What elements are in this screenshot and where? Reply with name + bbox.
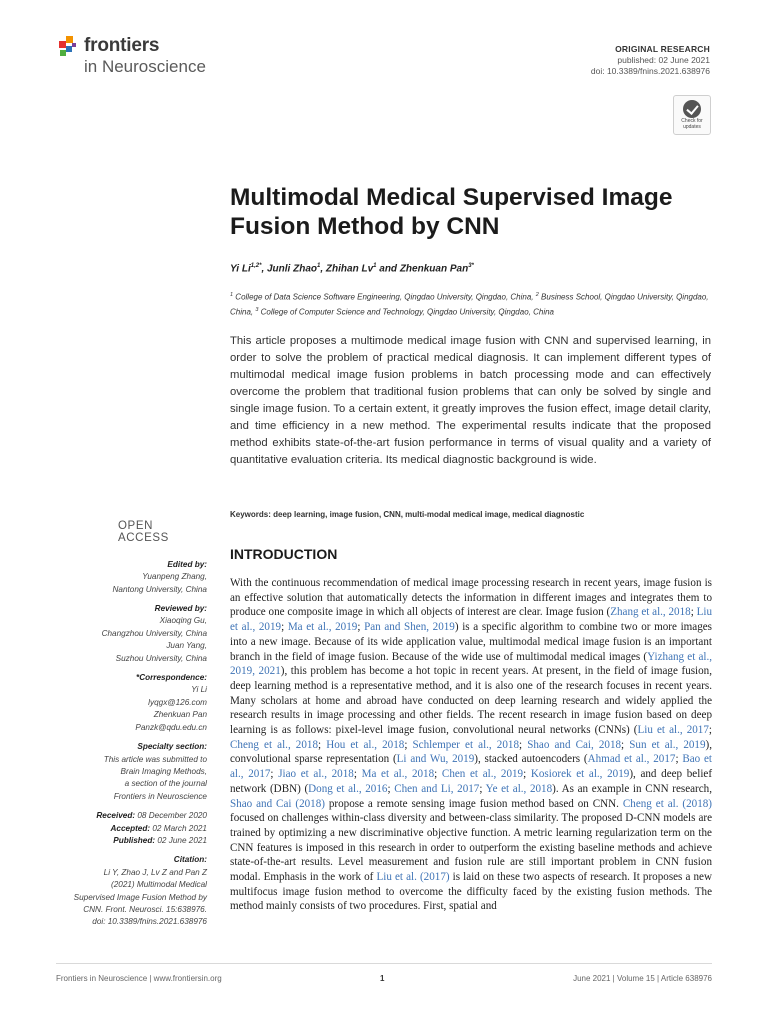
sidebar-link[interactable]: Panzk@qdu.edu.cn bbox=[135, 722, 207, 732]
keywords-text: deep learning, image fusion, CNN, multi-modal medical image, medical diagnostic bbox=[273, 510, 585, 519]
article-meta bbox=[591, 44, 710, 77]
body-text: ), and deep belief network (DBN) ( bbox=[230, 768, 713, 795]
sidebar-line: Suzhou University, China bbox=[115, 653, 207, 663]
sidebar-line: This article was submitted to bbox=[103, 754, 207, 764]
sidebar-section-heading: *Correspondence: bbox=[136, 673, 207, 683]
body-text: With the continuous recommendation of medical image processing research in recent years, image fusion is an effective solution that automatically detects the information in different images and integrates them to produce one composite image in which all objects of interest are clear. Image fusion ( bbox=[230, 577, 712, 619]
footer-issue-info: June 2021 | Volume 15 | Article 638976 bbox=[573, 974, 712, 983]
body-text: ), stacked autoencoders ( bbox=[474, 753, 588, 766]
body-text: ; bbox=[353, 768, 362, 781]
open-access-label[interactable]: OPEN ACCESS bbox=[118, 520, 169, 545]
affiliation-marker: 3 bbox=[255, 307, 259, 314]
sidebar-spacer bbox=[56, 665, 207, 672]
affiliations bbox=[230, 289, 712, 319]
logo-word-frontiers: frontiers bbox=[84, 35, 160, 56]
author-affiliation-marker: 1 bbox=[373, 263, 377, 269]
citation-link[interactable]: Jiao et al., 2018 bbox=[278, 768, 354, 781]
sidebar-section-heading: Reviewed by: bbox=[154, 604, 207, 614]
citation-link[interactable]: Ye et al., 2018 bbox=[485, 782, 553, 795]
author-separator: , bbox=[261, 263, 267, 275]
sidebar-link[interactable]: doi: 10.3389/fnins.2021.638976 bbox=[92, 917, 207, 927]
sidebar-date-label: Accepted: bbox=[110, 823, 151, 833]
citation-link[interactable]: Pan and Shen, 2019 bbox=[364, 621, 455, 634]
frontiers-logo-icon bbox=[57, 35, 81, 59]
body-text: ), convolutional sparse representation ( bbox=[230, 738, 712, 766]
checkmark-icon bbox=[683, 100, 701, 118]
affiliation-text: College of Computer Science and Technology, Qingdao University, Qingdao, China bbox=[258, 307, 554, 317]
sidebar-line: (2021) Multimodal Medical bbox=[110, 880, 207, 890]
sidebar-line: Yi Li bbox=[191, 685, 207, 695]
body-text: ; bbox=[270, 768, 279, 781]
sidebar-section-heading: Specialty section: bbox=[137, 742, 207, 752]
author-name[interactable]: Zhenkuan Pan bbox=[399, 263, 469, 275]
sidebar-line: CNN. Front. Neurosci. 15:638976. bbox=[83, 904, 207, 914]
sidebar-line: Changzhou University, China bbox=[101, 628, 207, 638]
author-name[interactable]: Junli Zhao bbox=[267, 263, 317, 275]
journal-logo[interactable] bbox=[57, 33, 257, 83]
body-text: ; bbox=[519, 738, 528, 751]
author-affiliation-marker: 1 bbox=[317, 263, 321, 269]
body-text: ; bbox=[523, 768, 531, 781]
citation-link[interactable]: Liu et al., 2019 bbox=[230, 606, 712, 634]
citation-link[interactable]: Liu et al. (2017) bbox=[376, 871, 450, 884]
sidebar-line: Yuanpeng Zhang, bbox=[142, 572, 207, 582]
sidebar-line: Nantong University, China bbox=[112, 584, 207, 594]
affiliation-marker: 1 bbox=[230, 292, 234, 298]
citation-link[interactable]: Shao and Cai (2018) bbox=[230, 797, 325, 810]
citation-link[interactable]: Ma et al., 2019 bbox=[287, 621, 358, 634]
citation-link[interactable]: Sun et al., 2019 bbox=[629, 738, 706, 751]
body-text: ; bbox=[675, 753, 683, 766]
body-text: is laid on these two aspects of research. It proposes a new multifocus image fusion method to overcome the difficulty faced by the existing fusion methods. The method mainly consists of two procedures. First, spatial and bbox=[230, 871, 712, 913]
keywords bbox=[230, 510, 711, 519]
sidebar-line: a section of the journal bbox=[124, 779, 207, 789]
body-text: ; bbox=[318, 738, 327, 751]
author-affiliation-marker: 1,2* bbox=[250, 263, 262, 269]
abstract: This article proposes a multimode medical image fusion with CNN and supervised learning, in order to solve the problem of practical medical diagnosis. It can implement different types of multimodal medical image fusion problems in batch processing mode and can effectively overcome the problem that traditional fusion problems that can only be solved by single and single image fusion. To a certain extent, it greatly improves the fusion effect, image detail clarity, and time efficiency in a new method. The experimental results indicate that the proposed method exhibits state-of-the-art fusion performance in terms of visual quality and a variety of quantitative evaluation criteria. Its medical diagnostic background is wide. bbox=[230, 335, 711, 466]
body-text: ; bbox=[621, 738, 630, 751]
section-heading-introduction: INTRODUCTION bbox=[230, 546, 338, 562]
body-text: propose a remote sensing image fusion method based on CNN. bbox=[324, 797, 623, 810]
author-name[interactable]: Yi Li bbox=[230, 263, 251, 275]
sidebar-section-heading: Edited by: bbox=[167, 559, 207, 569]
article-sidebar bbox=[56, 520, 207, 936]
sidebar-line: Zhenkuan Pan bbox=[153, 710, 207, 720]
sidebar-spacer bbox=[56, 929, 207, 936]
author-separator: , bbox=[320, 263, 326, 275]
body-text: ) is a specific algorithm to combine two or more images into a new image. Because of its wide application value, multimodal medical image fusion is an important branch in the field of image fusion. Because of the wide use of multimodal medical images ( bbox=[230, 621, 713, 663]
citation-link[interactable]: Li and Wu, 2019 bbox=[396, 753, 475, 766]
citation-link[interactable]: Cheng et al. (2018) bbox=[622, 797, 712, 810]
sidebar-spacer bbox=[56, 596, 207, 603]
body-text: ; bbox=[387, 782, 395, 795]
page-number: 1 bbox=[380, 974, 385, 983]
citation-link[interactable]: Ma et al., 2018 bbox=[361, 768, 435, 781]
citation-link[interactable]: Schlemper et al., 2018 bbox=[412, 738, 519, 751]
sidebar-line: Xiaoqing Gu, bbox=[159, 616, 207, 626]
author-list bbox=[230, 263, 710, 274]
sidebar-spacer bbox=[56, 847, 207, 854]
body-text: focused on challenges within-class diversity and between-class similarity. The proposed D-CNN models are trained by optimizing a new discriminative objective function. A metric learning regularization term on the CNN features is imposed in this research in order to outperform the existing baseline methods and achieve state-of-the-art results. Level measurement and fusion rule are still important problem in CNN fusion modal. Emphasis in the work of bbox=[230, 812, 712, 884]
sidebar-date-row bbox=[56, 823, 207, 835]
citation-link[interactable]: Cheng et al., 2018 bbox=[230, 738, 318, 751]
body-text: ; bbox=[708, 724, 712, 737]
author-name[interactable]: Zhihan Lv bbox=[325, 263, 374, 275]
body-text: ), this problem has become a hot topic in recent years. At present, in the field of image fusion, deep learning method is a representative method, and it is also one of the research focuses in recent years. Many scholars at home and abroad have conducted on deep learning research and widely applied the research results in image processing and other fields. The recent research in image fusion based on deep learning is as follows: pixel-level image fusion, convolutional neural networks (CNNs) ( bbox=[230, 665, 713, 737]
body-text: ; bbox=[281, 621, 288, 634]
citation-link[interactable]: Yizhang et al., 2019, 2021 bbox=[230, 650, 713, 678]
sidebar-date-label: Received: bbox=[96, 811, 136, 821]
sidebar-date-value: 02 March 2021 bbox=[150, 823, 207, 833]
check-for-updates-button[interactable]: Check for updates bbox=[673, 95, 711, 135]
published-date: published: 02 June 2021 bbox=[617, 55, 710, 65]
sidebar-date-row bbox=[56, 835, 207, 847]
article-type: ORIGINAL RESEARCH bbox=[615, 44, 710, 54]
affiliation-marker: 2 bbox=[535, 292, 539, 298]
body-text: ; bbox=[357, 621, 365, 634]
citation-link[interactable]: Shao and Cai, 2018 bbox=[527, 738, 622, 751]
sidebar-line: Supervised Image Fusion Method by bbox=[73, 892, 207, 902]
sidebar-line: Brain Imaging Methods, bbox=[120, 766, 207, 776]
body-text: ; bbox=[479, 782, 486, 795]
citation-link[interactable]: Kosiorek et al., 2019 bbox=[530, 768, 630, 781]
affiliation-text: Business School, Qingdao University, Qingdao, China, bbox=[230, 292, 709, 317]
citation-link[interactable]: Bao et al., 2017 bbox=[230, 753, 713, 781]
author-affiliation-marker: 3* bbox=[468, 263, 474, 269]
sidebar-date-label: Published: bbox=[113, 835, 156, 845]
body-text: ; bbox=[690, 606, 697, 619]
body-text: ; bbox=[434, 768, 442, 781]
footer-journal-link[interactable]: Frontiers in Neuroscience | www.frontiersin.org bbox=[56, 974, 222, 983]
body-text: ). As an example in CNN research, bbox=[552, 782, 712, 795]
sidebar-date-value: 08 December 2020 bbox=[135, 811, 207, 821]
citation-link[interactable]: Ahmad et al., 2017 bbox=[587, 753, 676, 766]
citation-link[interactable]: Zhang et al., 2018 bbox=[610, 606, 691, 619]
citation-link[interactable]: Hou et al., 2018 bbox=[326, 738, 405, 751]
sidebar-line: Li Y, Zhao J, Lv Z and Pan Z bbox=[103, 867, 207, 877]
sidebar-spacer bbox=[56, 803, 207, 810]
citation-link[interactable]: Chen et al., 2019 bbox=[441, 768, 524, 781]
citation-link[interactable]: Dong et al., 2016 bbox=[308, 782, 388, 795]
citation-link[interactable]: Chen and Li, 2017 bbox=[394, 782, 480, 795]
sidebar-line: Juan Yang, bbox=[166, 641, 207, 651]
keywords-label: Keywords: bbox=[230, 510, 271, 519]
author-separator: and bbox=[376, 263, 400, 275]
article-doi[interactable]: doi: 10.3389/fnins.2021.638976 bbox=[590, 66, 710, 76]
citation-link[interactable]: Liu et al., 2017 bbox=[637, 724, 709, 737]
sidebar-spacer bbox=[56, 734, 207, 741]
sidebar-link[interactable]: lyqgx@126.com bbox=[148, 697, 207, 707]
logo-word-journal: in Neuroscience bbox=[84, 57, 206, 76]
introduction-body bbox=[230, 576, 712, 914]
body-text: ; bbox=[404, 738, 413, 751]
sidebar-date-row bbox=[56, 810, 207, 822]
article-title: Multimodal Medical Supervised Image Fusion Method by CNN bbox=[230, 184, 673, 240]
footer-divider bbox=[56, 963, 712, 964]
affiliation-text: College of Data Science Software Engineering, Qingdao University, Qingdao, China, bbox=[233, 292, 536, 302]
sidebar-section-heading: Citation: bbox=[173, 855, 207, 865]
sidebar-line: Frontiers in Neuroscience bbox=[113, 791, 207, 801]
sidebar-date-value: 02 June 2021 bbox=[155, 835, 207, 845]
